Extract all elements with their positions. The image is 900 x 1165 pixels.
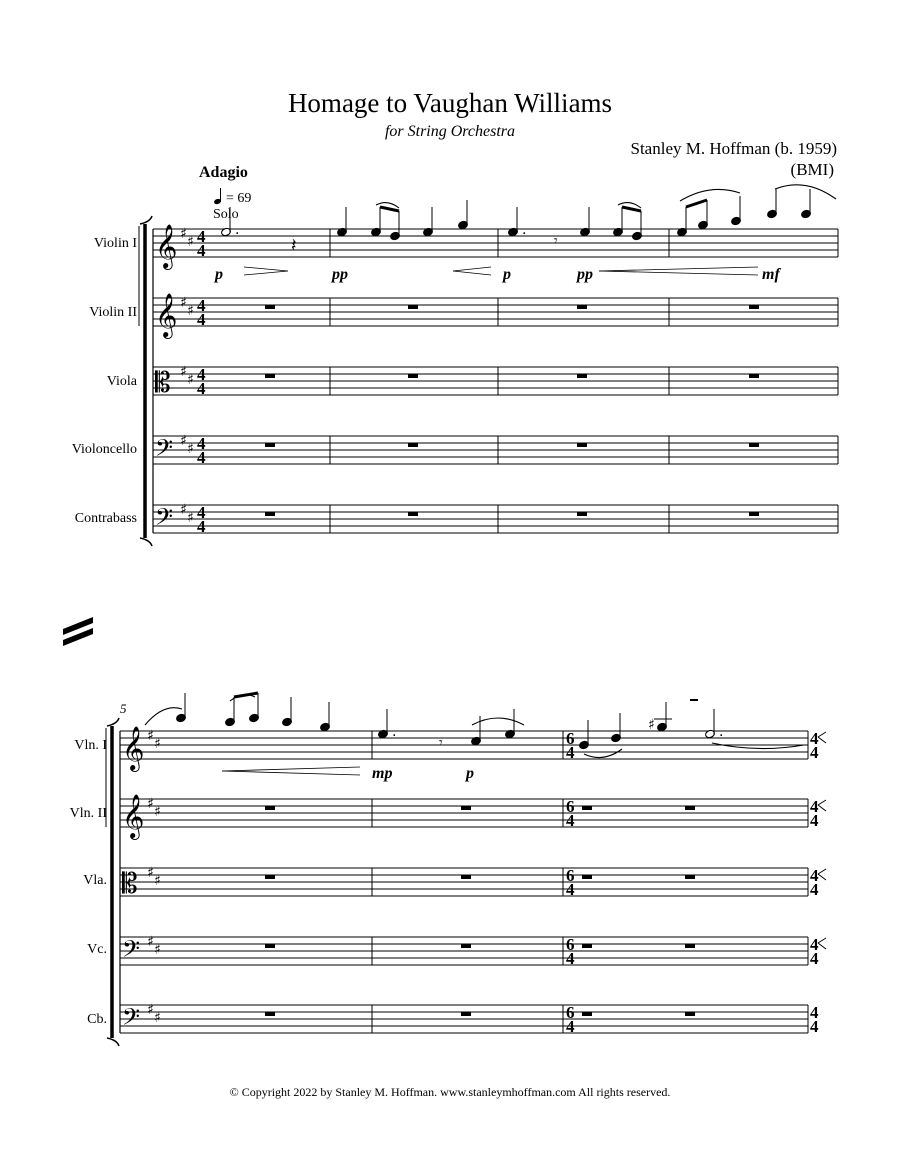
key-sharp-icon: ♯: [187, 372, 194, 388]
whole-rest: [265, 944, 275, 948]
beam: [380, 207, 399, 211]
whole-rest: [685, 806, 695, 810]
courtesy-mark: [818, 938, 826, 943]
time-signature-4-4-num: 4: [810, 935, 819, 954]
whole-rest: [749, 443, 759, 447]
key-sharp-icon: ♯: [187, 234, 194, 250]
dot-icon: .: [522, 222, 527, 238]
instrument-label-violoncello: Violoncello: [71, 442, 137, 457]
time-signature-6-4-den: 4: [566, 811, 575, 830]
key-sharp-icon: ♯: [147, 728, 154, 744]
whole-rest: [749, 374, 759, 378]
hairpin-dim: [244, 271, 288, 275]
instrument-label-cb: Cb.: [87, 1012, 107, 1027]
dynamic-p-m3: p: [503, 266, 511, 283]
composer-affiliation: (BMI): [790, 160, 834, 179]
time-signature-6-4-den: 4: [566, 880, 575, 899]
key-sharp-icon: ♯: [154, 736, 161, 752]
notation-layer: [63, 185, 838, 1046]
whole-rest: [265, 1012, 275, 1016]
composer-credit: Stanley M. Hoffman (b. 1959): [630, 139, 837, 158]
sharp-icon: ♯: [648, 717, 655, 733]
time-signature-6-4-num: 6: [566, 866, 575, 885]
time-signature-s1-den: 4: [197, 517, 206, 536]
copyright-footer: © Copyright 2022 by Stanley M. Hoffman. www.stanleymhoffman.com All rights reserved.: [229, 1085, 671, 1099]
key-sharp-icon: ♯: [180, 433, 187, 449]
whole-rest: [461, 1012, 471, 1016]
slur: [712, 743, 804, 749]
courtesy-mark: [818, 874, 826, 880]
key-sharp-icon: ♯: [180, 502, 187, 518]
tempo-marking: Adagio: [199, 164, 248, 181]
clef-icon: 𝄢: [122, 1003, 141, 1036]
instrument-label-vla: Vla.: [83, 873, 107, 888]
score-title: Homage to Vaughan Williams: [287, 88, 613, 118]
whole-rest: [461, 875, 471, 879]
instrument-label-violin-2: Violin II: [89, 305, 137, 320]
time-signature-s1-num: 4: [197, 296, 206, 315]
time-signature-s1-num: 4: [197, 503, 206, 522]
whole-rest: [582, 806, 592, 810]
instrument-label-viola: Viola: [106, 374, 137, 389]
slur: [584, 749, 622, 758]
whole-rest: [582, 944, 592, 948]
key-sharp-icon: ♯: [180, 364, 187, 380]
metronome-value: = 69: [226, 191, 252, 206]
slur: [775, 185, 836, 199]
key-sharp-icon: ♯: [187, 510, 194, 526]
time-signature-6-4-den: 4: [566, 1017, 575, 1036]
whole-rest: [461, 944, 471, 948]
whole-rest: [265, 512, 275, 516]
dynamic-p-m1: p: [215, 266, 223, 283]
bracket-hook: [107, 718, 119, 726]
eighth-rest-icon: 𝄾: [439, 735, 443, 751]
clef-icon: 𝄢: [155, 503, 174, 536]
key-sharp-icon: ♯: [180, 226, 187, 242]
courtesy-mark: [818, 800, 826, 805]
key-sharp-icon: ♯: [147, 865, 154, 881]
key-sharp-icon: ♯: [180, 295, 187, 311]
whole-rest: [582, 1012, 592, 1016]
time-signature-6-4-den: 4: [566, 743, 575, 762]
whole-rest: [577, 443, 587, 447]
instrument-label-vln-2: Vln. II: [69, 806, 107, 821]
clef-icon: 𝄞: [155, 224, 178, 268]
clef-icon: 𝄡: [122, 867, 138, 900]
beam: [622, 207, 641, 211]
whole-rest: [265, 374, 275, 378]
whole-rest: [685, 875, 695, 879]
time-signature-4-4-den: 4: [810, 880, 819, 899]
whole-rest: [577, 512, 587, 516]
courtesy-mark: [818, 869, 826, 874]
key-sharp-icon: ♯: [154, 1010, 161, 1026]
time-signature-4-4-den: 4: [810, 743, 819, 762]
time-signature-6-4-num: 6: [566, 1003, 575, 1022]
dynamic-pp-m2: pp: [332, 266, 348, 283]
courtesy-mark: [818, 943, 826, 949]
dynamic-mp-m6: mp: [372, 765, 393, 782]
dot-icon: .: [392, 724, 397, 740]
time-signature-6-4-num: 6: [566, 729, 575, 748]
key-sharp-icon: ♯: [147, 1002, 154, 1018]
time-signature-s1-num: 4: [197, 434, 206, 453]
hairpin-cresc: [222, 767, 360, 771]
dot-icon: .: [235, 222, 240, 238]
time-signature-s1-den: 4: [197, 448, 206, 467]
whole-rest: [265, 875, 275, 879]
time-signature-6-4-num: 6: [566, 935, 575, 954]
time-signature-4-4-num: 4: [810, 1003, 819, 1022]
whole-rest: [582, 875, 592, 879]
whole-rest: [749, 512, 759, 516]
whole-rest: [461, 806, 471, 810]
quarter-rest-icon: 𝄽: [291, 235, 297, 256]
dot-icon: .: [719, 724, 724, 740]
time-signature-s1-num: 4: [197, 227, 206, 246]
bracket-hook: [140, 538, 152, 546]
eighth-rest-icon: 𝄾: [554, 233, 558, 249]
key-sharp-icon: ♯: [147, 796, 154, 812]
beam: [686, 200, 707, 207]
whole-rest: [408, 512, 418, 516]
clef-icon: 𝄢: [122, 935, 141, 968]
whole-rest: [265, 443, 275, 447]
time-signature-s1-den: 4: [197, 379, 206, 398]
time-signature-6-4-num: 6: [566, 797, 575, 816]
hairpin-cresc: [599, 271, 758, 275]
key-sharp-icon: ♯: [187, 303, 194, 319]
courtesy-mark: [818, 732, 826, 737]
dynamic-pp-m3: pp: [577, 266, 593, 283]
courtesy-mark: [818, 805, 826, 811]
time-signature-4-4-den: 4: [810, 1017, 819, 1036]
bracket-hook: [140, 216, 152, 224]
score-subtitle: for String Orchestra: [384, 123, 516, 140]
time-signature-4-4-den: 4: [810, 949, 819, 968]
time-signature-4-4-den: 4: [810, 811, 819, 830]
courtesy-mark: [818, 737, 826, 743]
hairpin-cresc: [453, 267, 491, 271]
time-signature-s1-num: 4: [197, 365, 206, 384]
measure-number: 5: [120, 701, 127, 716]
instrument-label-vc: Vc.: [87, 942, 107, 957]
clef-icon: 𝄢: [155, 434, 174, 467]
whole-rest: [749, 305, 759, 309]
hairpin-cresc: [453, 271, 491, 275]
key-sharp-icon: ♯: [154, 804, 161, 820]
instrument-label-vln-1: Vln. I: [74, 738, 107, 753]
whole-rest: [408, 305, 418, 309]
key-sharp-icon: ♯: [154, 942, 161, 958]
clef-icon: 𝄞: [122, 726, 145, 770]
dynamic-mf-m4: mf: [762, 266, 780, 283]
instrument-label-contrabass: Contrabass: [74, 511, 137, 526]
key-sharp-icon: ♯: [147, 934, 154, 950]
whole-rest: [265, 305, 275, 309]
whole-rest: [577, 305, 587, 309]
hairpin-dim: [244, 267, 288, 271]
time-signature-s1-den: 4: [197, 241, 206, 260]
whole-rest: [408, 374, 418, 378]
time-signature-4-4-num: 4: [810, 729, 819, 748]
whole-rest: [685, 944, 695, 948]
key-sharp-icon: ♯: [154, 873, 161, 889]
clef-icon: 𝄞: [122, 794, 145, 838]
time-signature-4-4-num: 4: [810, 797, 819, 816]
solo-label: Solo: [213, 207, 239, 222]
time-signature-6-4-den: 4: [566, 949, 575, 968]
slur: [145, 708, 182, 725]
bracket-hook: [107, 1038, 119, 1046]
whole-rest: [408, 443, 418, 447]
time-signature-4-4-num: 4: [810, 866, 819, 885]
instrument-label-violin-1: Violin I: [93, 236, 137, 251]
slur: [680, 189, 740, 201]
whole-rest: [577, 374, 587, 378]
hairpin-cresc: [222, 771, 360, 775]
dynamic-p-m6: p: [466, 765, 474, 782]
whole-rest: [265, 806, 275, 810]
time-signature-s1-den: 4: [197, 310, 206, 329]
whole-rest: [685, 1012, 695, 1016]
hairpin-cresc: [599, 267, 758, 271]
clef-icon: 𝄞: [155, 293, 178, 337]
key-sharp-icon: ♯: [187, 441, 194, 457]
clef-icon: 𝄡: [155, 366, 171, 399]
